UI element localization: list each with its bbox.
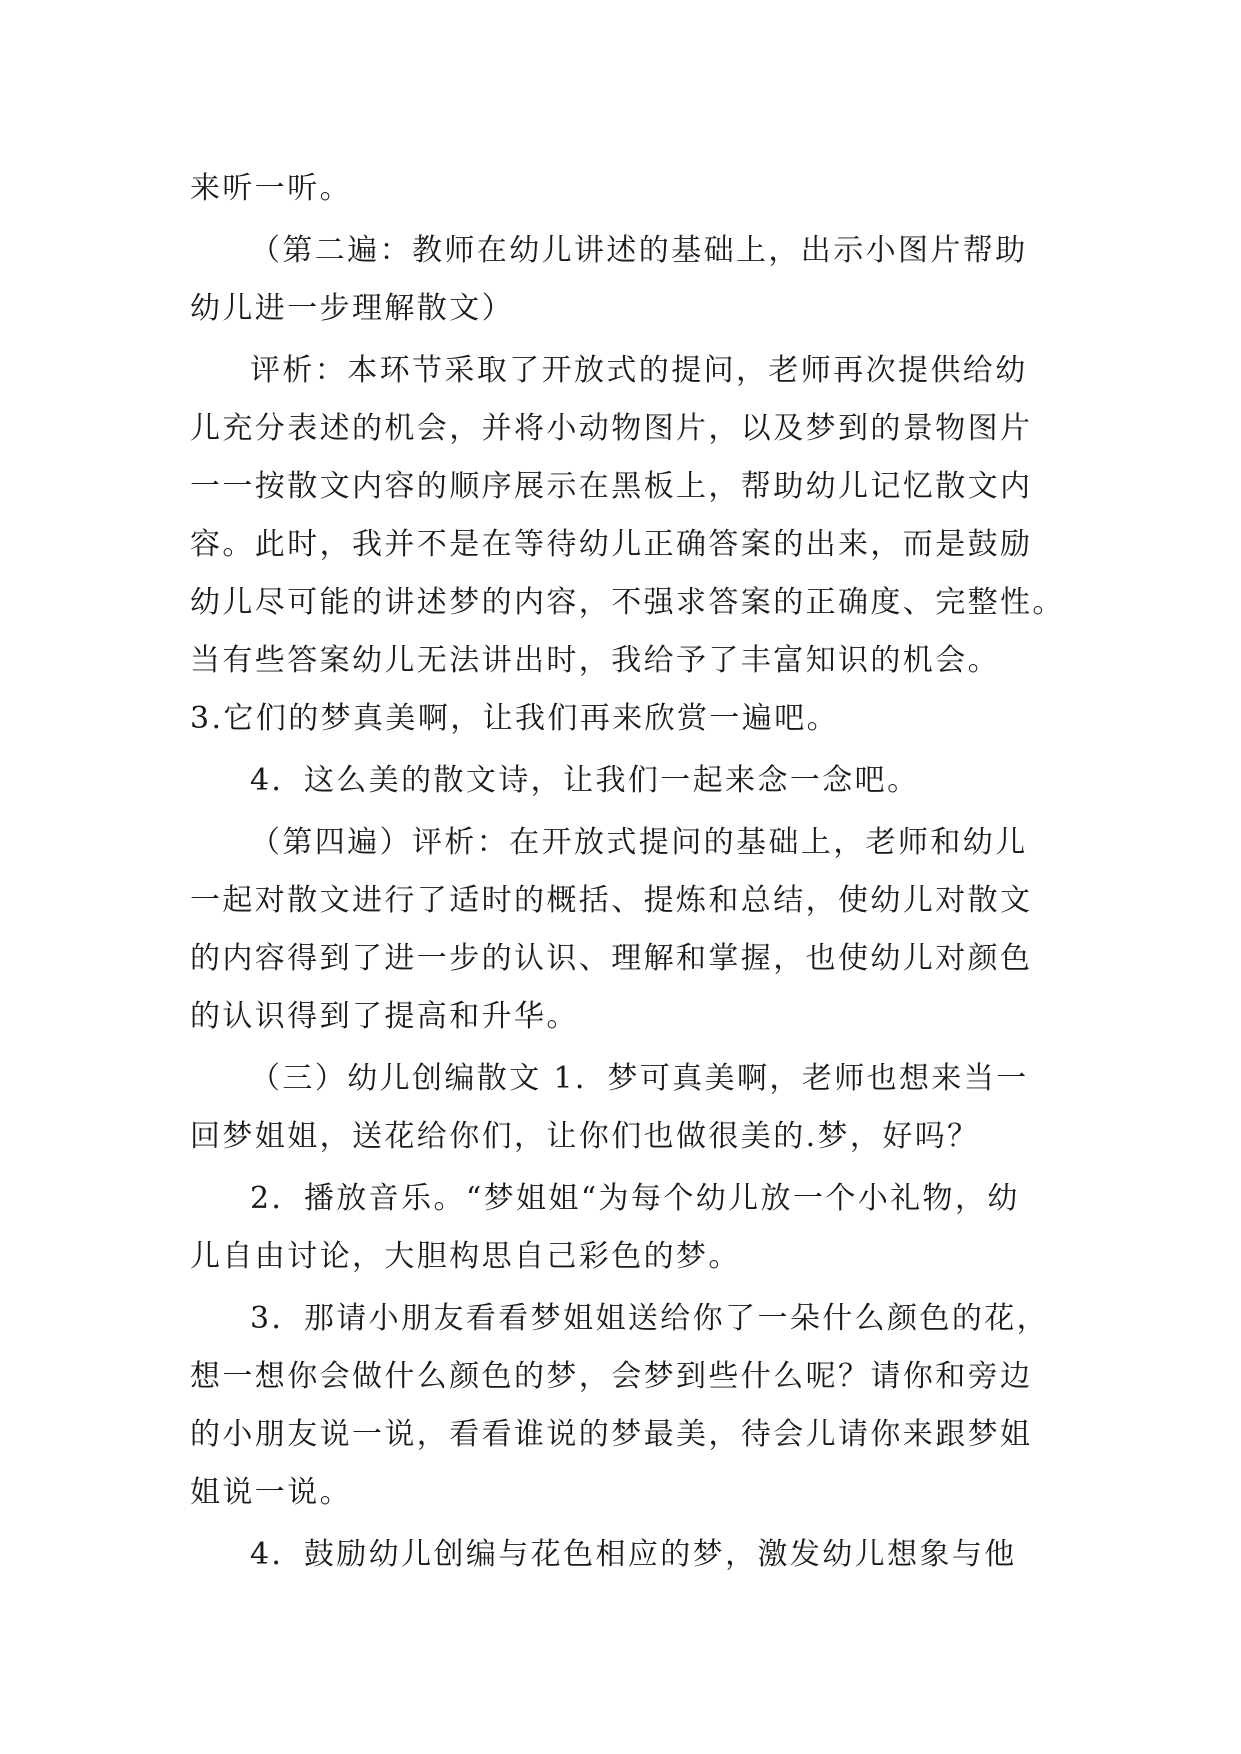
text-line: 的认识得到了提高和升华。 — [190, 999, 579, 1034]
text-line: 4．鼓励幼儿创编与花色相应的梦，激发幼儿想象与他 — [250, 1537, 1017, 1572]
text-line: 来听一听。 — [190, 171, 352, 206]
text-line: 幼儿尽可能的讲述梦的内容，不强求答案的正确度、完整性。 — [190, 585, 1065, 620]
text-line: 一起对散文进行了适时的概括、提炼和总结，使幼儿对散文 — [190, 883, 1033, 918]
text-line: （三）幼儿创编散文 1．梦可真美啊，老师也想来当一 — [250, 1061, 1029, 1096]
text-line: 评析：本环节采取了开放式的提问，老师再次提供给幼 — [250, 353, 1028, 388]
text-line: 儿自由讨论，大胆构思自己彩色的梦。 — [190, 1239, 741, 1274]
text-line: （第四遍）评析：在开放式提问的基础上，老师和幼儿 — [250, 825, 1028, 860]
document-body — [190, 160, 1065, 1584]
text-line: 幼儿进一步理解散文） — [190, 291, 514, 326]
text-line: 当有些答案幼儿无法讲出时，我给予了丰富知识的机会。 — [190, 643, 1000, 678]
text-line: 3．那请小朋友看看梦姐姐送给你了一朵什么颜色的花， — [250, 1301, 1050, 1336]
text-line: （第二遍：教师在幼儿讲述的基础上，出示小图片帮助 — [250, 233, 1028, 268]
text-line: 4．这么美的散文诗，让我们一起来念一念吧。 — [250, 763, 920, 798]
text-line: 一一按散文内容的顺序展示在黑板上，帮助幼儿记忆散文内 — [190, 469, 1033, 504]
text-line: 2．播放音乐。“梦姐姐“为每个幼儿放一个小礼物，幼 — [250, 1181, 1020, 1216]
text-line: 回梦姐姐，送花给你们，让你们也做很美的.梦，好吗？ — [190, 1119, 980, 1154]
text-line: 3.它们的梦真美啊，让我们再来欣赏一遍吧。 — [190, 701, 840, 736]
text-line: 的小朋友说一说，看看谁说的梦最美，待会儿请你来跟梦姐 — [190, 1417, 1033, 1452]
text-line: 容。此时，我并不是在等待幼儿正确答案的出来，而是鼓励 — [190, 527, 1033, 562]
text-line: 姐说一说。 — [190, 1475, 352, 1510]
text-line: 的内容得到了进一步的认识、理解和掌握，也使幼儿对颜色 — [190, 941, 1033, 976]
text-line: 儿充分表述的机会，并将小动物图片，以及梦到的景物图片 — [190, 411, 1033, 446]
text-line: 想一想你会做什么颜色的梦，会梦到些什么呢？请你和旁边 — [190, 1359, 1033, 1394]
